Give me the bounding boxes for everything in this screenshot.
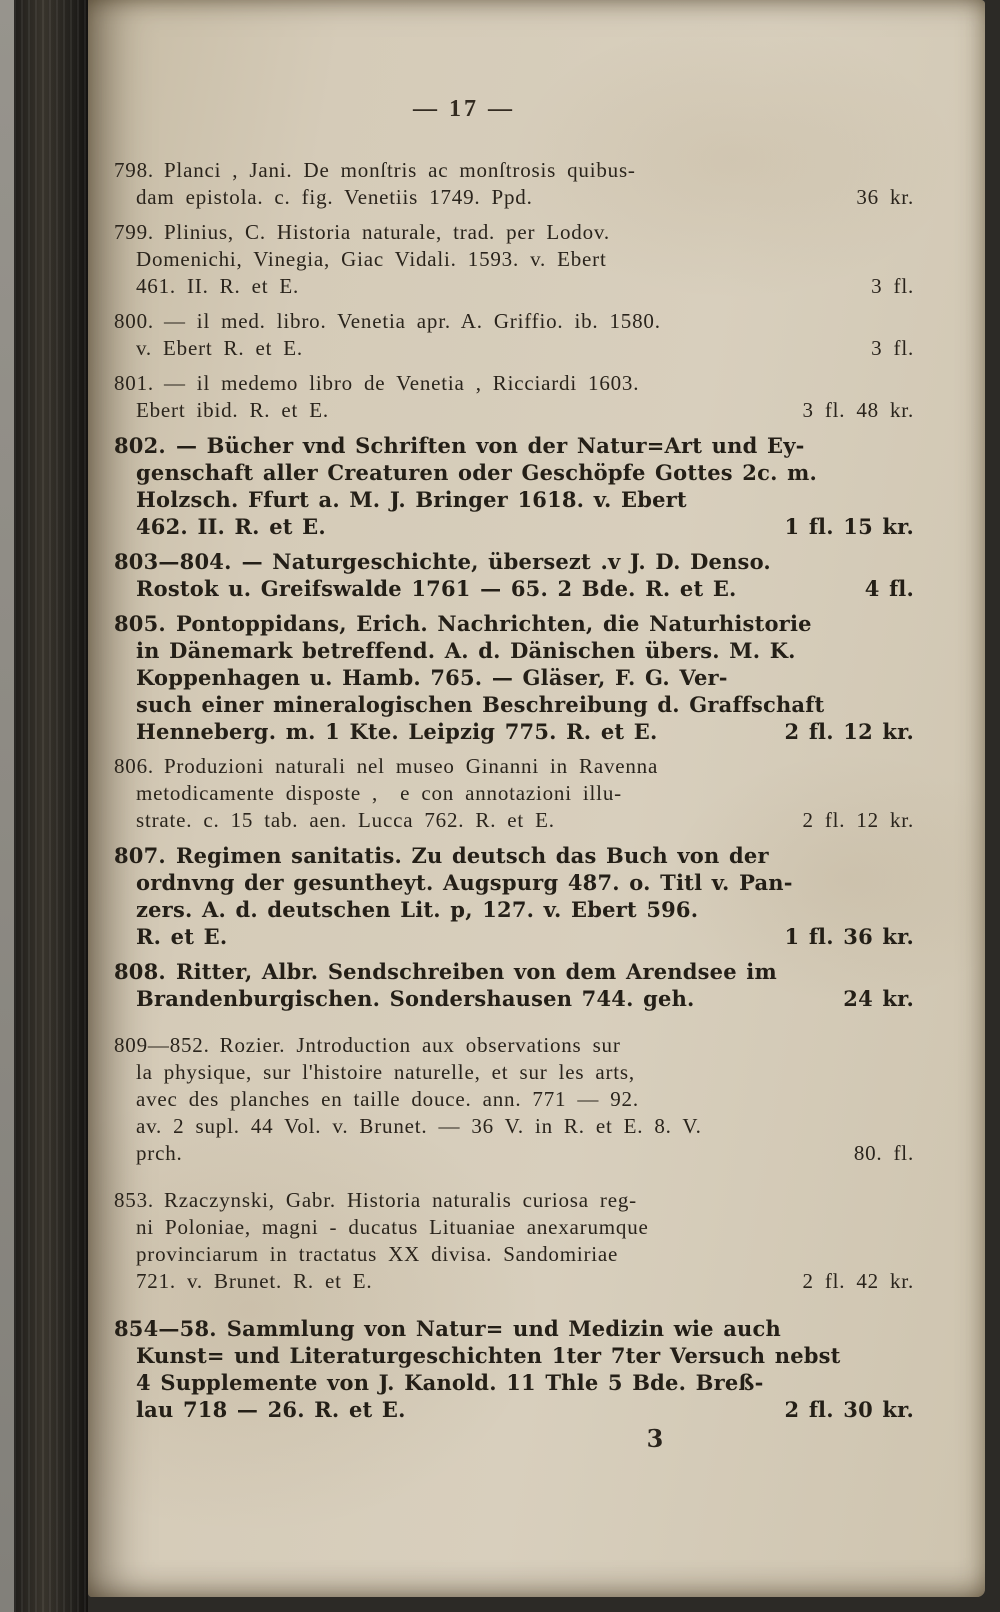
entry-text: Sammlung von Natur= und Medizin wie auch <box>226 1316 781 1341</box>
entry-line <box>114 807 914 834</box>
entry-text: Pontoppidans, Erich. Nachrichten, die Naturhistorie <box>175 611 812 636</box>
entry-text: 4 Supplemente von J. Kanold. 11 Thle 5 Bde. Breß- <box>136 1370 764 1395</box>
entry-line <box>114 1059 914 1086</box>
entry-price: 2 fl. 30 kr. <box>784 1397 914 1422</box>
entry-line <box>114 869 914 896</box>
entry-number: 807. <box>114 843 166 868</box>
entry-text: av. 2 supl. 44 Vol. v. Brunet. — 36 V. in R. et E. 8. V. <box>136 1114 702 1138</box>
entry-number: 799. <box>114 220 154 244</box>
entry-price: 1 fl. 15 kr. <box>784 514 914 539</box>
entry-line <box>114 1268 914 1295</box>
entry-price: 2 fl. 12 kr. <box>784 719 914 744</box>
entry-price: 4 fl. <box>864 576 914 601</box>
entry-number: 801. <box>114 371 154 395</box>
entry-price: 3 fl. 48 kr. <box>802 398 914 422</box>
entry-price: 2 fl. 12 kr. <box>802 808 914 832</box>
entry-line <box>114 691 914 718</box>
entry-line <box>114 1396 914 1423</box>
entry-text: strate. c. 15 tab. aen. Lucca 762. R. et E. <box>136 808 555 832</box>
entry-number: 798. <box>114 158 154 182</box>
entry-line <box>114 1342 914 1369</box>
entry-line <box>114 610 914 637</box>
entry-text: dam epistola. c. fig. Venetiis 1749. Ppd. <box>136 185 533 209</box>
catalog-entry <box>114 157 914 211</box>
entry-line <box>114 923 914 950</box>
entry-text: metodicamente disposte , e con annotazioni illu- <box>136 781 622 805</box>
entry-number: 853. <box>114 1188 154 1212</box>
entry-line <box>114 432 914 459</box>
catalog-entry <box>114 219 914 300</box>
entry-price: 3 fl. <box>871 274 914 298</box>
entry-line <box>114 1315 914 1342</box>
entry-text: Brandenburgischen. Sondershausen 744. geh. <box>136 986 695 1011</box>
entry-line <box>114 370 914 397</box>
entry-text: zers. A. d. deutschen Lit. p, 127. v. Ebert 596. <box>136 897 699 922</box>
catalog-entry <box>114 610 914 745</box>
entry-text: Kunst= und Literaturgeschichten 1ter 7ter Versuch nebst <box>136 1343 841 1368</box>
entry-text: Produzioni naturali nel museo Ginanni in Ravenna <box>163 754 659 778</box>
entry-text: 721. v. Brunet. R. et E. <box>136 1269 373 1293</box>
book-gutter-edge <box>14 0 88 1612</box>
signature-mark: 3 <box>646 1424 664 1453</box>
entry-line <box>114 273 914 300</box>
entry-price: 3 fl. <box>871 336 914 360</box>
entry-line <box>114 718 914 745</box>
entry-number: 808. <box>114 959 166 984</box>
catalog-entries <box>114 157 914 1423</box>
entry-number: 803—804. <box>114 549 232 574</box>
entry-number: 854—58. <box>114 1316 217 1341</box>
page <box>88 0 985 1597</box>
entry-text: Koppenhagen u. Hamb. 765. — Gläser, F. G. Ver- <box>136 665 728 690</box>
catalog-entry <box>114 432 914 540</box>
catalog-entry <box>114 842 914 950</box>
entry-line <box>114 1113 914 1140</box>
entry-number: 806. <box>114 754 154 778</box>
entry-line <box>114 985 914 1012</box>
entry-line <box>114 219 914 246</box>
entry-line <box>114 637 914 664</box>
entry-line <box>114 157 914 184</box>
entry-text: — il medemo libro de Venetia , Ricciardi 1603. <box>163 371 640 395</box>
entry-text: Regimen sanitatis. Zu deutsch das Buch von der <box>175 843 769 868</box>
entry-text: Rzaczynski, Gabr. Historia naturalis curiosa reg- <box>163 1188 637 1212</box>
entry-line <box>114 1214 914 1241</box>
catalog-entry <box>114 1032 914 1167</box>
entry-text: avec des planches en taille douce. ann. 771 — 92. <box>136 1087 639 1111</box>
entry-line <box>114 575 914 602</box>
entry-price: 1 fl. 36 kr. <box>784 924 914 949</box>
entry-text: — il med. libro. Venetia apr. A. Griffio. ib. 1580. <box>163 309 661 333</box>
entry-text: ni Poloniae, magni - ducatus Lituaniae anexarumque <box>136 1215 649 1239</box>
entry-line <box>114 753 914 780</box>
entry-line <box>114 459 914 486</box>
entry-line <box>114 184 914 211</box>
entry-text: Holzsch. Ffurt a. M. J. Bringer 1618. v. Ebert <box>136 487 687 512</box>
entry-text: provinciarum in tractatus XX divisa. Sandomiriae <box>136 1242 619 1266</box>
entry-text: lau 718 — 26. R. et E. <box>136 1397 406 1422</box>
entry-text: — Bücher vnd Schriften von der Natur=Art und Ey- <box>175 433 805 458</box>
catalog-entry <box>114 308 914 362</box>
entry-text: Plinius, C. Historia naturale, trad. per Lodov. <box>163 220 610 244</box>
entry-number: 802. <box>114 433 166 458</box>
page-number: — 17 — <box>413 96 515 122</box>
entry-price: 80. fl. <box>853 1141 914 1165</box>
entry-line <box>114 1140 914 1167</box>
entry-text: Domenichi, Vinegia, Giac Vidali. 1593. v. Ebert <box>136 247 607 271</box>
entry-text: 461. II. R. et E. <box>136 274 300 298</box>
entry-price: 36 kr. <box>856 185 914 209</box>
entry-line <box>114 308 914 335</box>
entry-line <box>114 1086 914 1113</box>
catalog-entry <box>114 958 914 1012</box>
entry-text: v. Ebert R. et E. <box>136 336 303 360</box>
catalog-entry <box>114 753 914 834</box>
entry-line <box>114 1032 914 1059</box>
entry-line <box>114 664 914 691</box>
catalog-entry <box>114 370 914 424</box>
entry-text: Ebert ibid. R. et E. <box>136 398 329 422</box>
entry-text: R. et E. <box>136 924 228 949</box>
catalog-entry <box>114 548 914 602</box>
entry-price: 2 fl. 42 kr. <box>802 1269 914 1293</box>
entry-text: Rozier. Jntroduction aux observations sur <box>219 1033 621 1057</box>
entry-number: 800. <box>114 309 154 333</box>
entry-text: prch. <box>136 1141 183 1165</box>
entry-number: 805. <box>114 611 166 636</box>
scanner-background-strip <box>0 0 14 1612</box>
entry-line <box>114 896 914 923</box>
catalog-entry <box>114 1187 914 1295</box>
entry-line <box>114 486 914 513</box>
entry-number: 809—852. <box>114 1033 210 1057</box>
entry-text: 462. II. R. et E. <box>136 514 326 539</box>
entry-line <box>114 1369 914 1396</box>
entry-line <box>114 397 914 424</box>
entry-line <box>114 1241 914 1268</box>
catalog-entry <box>114 1315 914 1423</box>
entry-text: such einer mineralogischen Beschreibung d. Graffschaft <box>136 692 825 717</box>
text-block <box>88 0 934 1423</box>
entry-text: in Dänemark betreffend. A. d. Dänischen übers. M. K. <box>136 638 796 663</box>
entry-price: 24 kr. <box>843 986 914 1011</box>
entry-line <box>114 246 914 273</box>
entry-line <box>114 548 914 575</box>
entry-text: Henneberg. m. 1 Kte. Leipzig 775. R. et E. <box>136 719 658 744</box>
entry-text: ordnvng der gesuntheyt. Augspurg 487. o. Titl v. Pan- <box>136 870 793 895</box>
entry-line <box>114 335 914 362</box>
entry-text: Planci , Jani. De monſtris ac monſtrosis quibus- <box>163 158 636 182</box>
entry-text: — Naturgeschichte, übersezt .v J. D. Denso. <box>241 549 771 574</box>
entry-line <box>114 513 914 540</box>
entry-text: genschaft aller Creaturen oder Geschöpfe Gottes 2c. m. <box>136 460 818 485</box>
entry-text: Rostok u. Greifswalde 1761 — 65. 2 Bde. R. et E. <box>136 576 737 601</box>
entry-line <box>114 842 914 869</box>
entry-line <box>114 958 914 985</box>
entry-text: Ritter, Albr. Sendschreiben von dem Arendsee im <box>175 959 777 984</box>
entry-line <box>114 1187 914 1214</box>
entry-line <box>114 780 914 807</box>
entry-text: la physique, sur l'histoire naturelle, et sur les arts, <box>136 1060 635 1084</box>
